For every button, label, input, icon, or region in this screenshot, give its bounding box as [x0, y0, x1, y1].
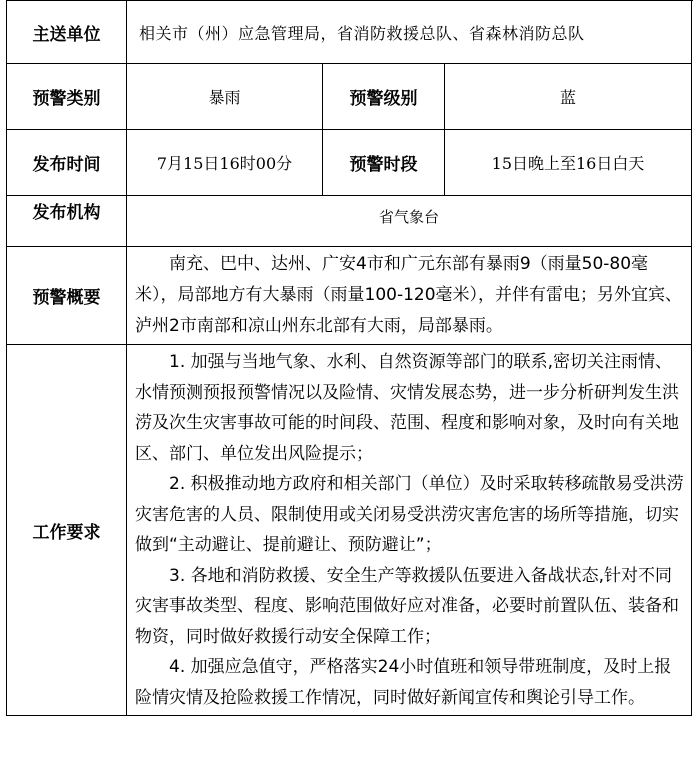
issue-time-value: 7月15日16时00分	[127, 130, 323, 196]
summary-value: 南充、巴中、达州、广安4市和广元东部有暴雨9（雨量50-80毫米），局部地方有大暴雨（雨量100-120毫米），并伴有雷电；另外宜宾、泸州2市南部和凉山州东北部有大雨，局部暴雨。	[127, 247, 692, 345]
warning-notice-table	[6, 0, 692, 716]
requirement-item-2: 2. 积极推动地方政府和相关部门（单位）及时采取转移疏散易受洪涝灾害危害的人员、限制使用或关闭易受洪涝灾害危害的场所等措施，切实做到“主动避让、提前避让、预防避让”；	[135, 474, 684, 555]
issue-time-label: 发布时间	[7, 130, 127, 196]
warning-period-label: 预警时段	[323, 130, 445, 196]
requirements-list	[127, 345, 692, 716]
warning-level-label: 预警级别	[323, 64, 445, 130]
warning-period-value: 15日晚上至16日白天	[445, 130, 692, 196]
recipient-value: 相关市（州）应急管理局，省消防救援总队、省森林消防总队	[127, 1, 692, 64]
requirement-item-3: 3. 各地和消防救援、安全生产等救援队伍要进入备战状态,针对不同灾害事故类型、程度、影响范围做好应对准备，必要时前置队伍、装备和物资，同时做好救援行动安全保障工作；	[135, 565, 679, 647]
warning-level-value: 蓝	[445, 64, 692, 130]
row-warning-type-level	[7, 64, 692, 130]
requirement-item-1: 1. 加强与当地气象、水利、自然资源等部门的联系,密切关注雨情、水情预测预报预警情况以及险情、灾情发展态势，进一步分析研判发生洪涝及次生灾害事故可能的时间段、范围、程度和影响对象，及时向有关地区、部门、单位发出风险提示；	[135, 352, 679, 464]
issuer-value: 省气象台	[127, 196, 692, 247]
requirements-label: 工作要求	[7, 345, 127, 716]
summary-label: 预警概要	[7, 247, 127, 345]
row-requirements	[7, 345, 692, 716]
row-issuer	[7, 196, 692, 247]
recipient-label: 主送单位	[7, 1, 127, 64]
warning-type-value: 暴雨	[127, 64, 323, 130]
row-time-period	[7, 130, 692, 196]
warning-type-label: 预警类别	[7, 64, 127, 130]
requirement-item-4: 4. 加强应急值守，严格落实24小时值班和领导带班制度，及时上报险情灾情及抢险救援工作情况，同时做好新闻宣传和舆论引导工作。	[135, 657, 672, 708]
issuer-label: 发布机构	[7, 196, 127, 247]
row-summary	[7, 247, 692, 345]
row-recipient	[7, 1, 692, 64]
